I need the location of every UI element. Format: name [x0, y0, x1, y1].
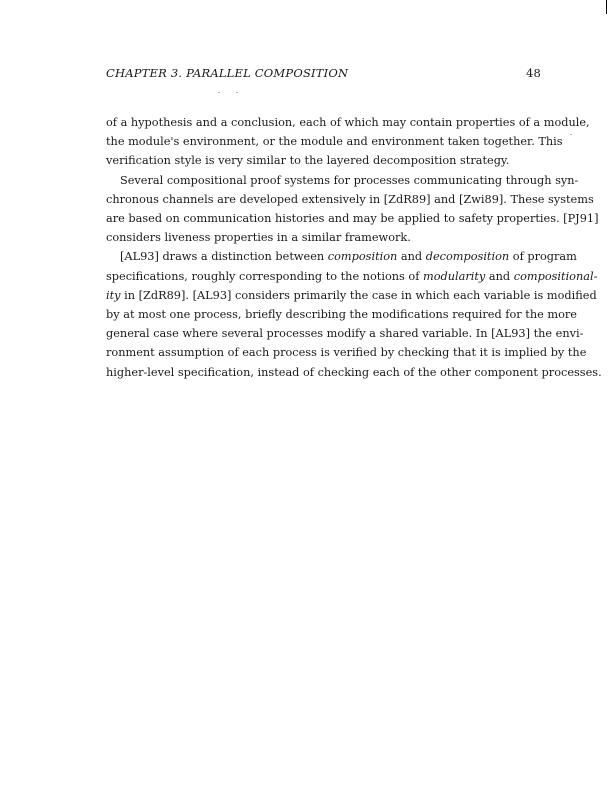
body-text [106, 113, 602, 382]
emphasized-term: decomposition [425, 250, 510, 264]
text-line: the module's environment, or the module and environment taken together. This [106, 135, 563, 149]
paragraph [106, 171, 599, 248]
scan-speck [570, 134, 572, 135]
line-text: Several compositional proof systems for processes communicating through syn- [120, 173, 579, 187]
text-line: ronment assumption of each process is verified by checking that it is implied by the [106, 346, 587, 360]
text-line: by at most one process, briefly describing the modifications required for the more [106, 308, 577, 322]
text-line: higher-level specification, instead of checking each of the other component processes. [106, 365, 602, 379]
text-line: ity in [ZdR89]. [AL93] considers primarily the case in which each variable is modified [106, 288, 597, 302]
running-header [106, 66, 541, 82]
text-line: considers liveness properties in a similar framework. [106, 231, 411, 245]
text-line: [AL93] draws a distinction between composition and decomposition of program [120, 250, 577, 264]
text-line: specifications, roughly corresponding to the notions of modularity and compositional- [106, 269, 598, 283]
emphasized-term: compositional- [513, 269, 598, 283]
text-line: verification style is very similar to the layered decomposition strategy. [106, 154, 510, 168]
text-line: chronous channels are developed extensively in [ZdR89] and [Zwi89]. These systems [106, 192, 594, 206]
paragraph [106, 113, 590, 171]
paragraph [106, 247, 602, 381]
text-line: general case where several processes modify a shared variable. In [AL93] the envi- [106, 327, 584, 341]
scan-edge-mark [606, 0, 607, 14]
text-line: are based on communication histories and may be applied to safety properties. [PJ91] [106, 212, 599, 226]
emphasized-term: modularity [423, 269, 486, 283]
text-line: of a hypothesis and a conclusion, each of which may contain properties of a module, [106, 116, 590, 129]
text-line [106, 171, 579, 190]
scan-speck [218, 92, 220, 93]
emphasized-term: composition [327, 250, 398, 264]
page-number: 48 [525, 66, 541, 80]
scan-speck [236, 92, 238, 93]
emphasized-term: ity [106, 288, 121, 302]
chapter-title: CHAPTER 3. PARALLEL COMPOSITION [106, 66, 349, 80]
